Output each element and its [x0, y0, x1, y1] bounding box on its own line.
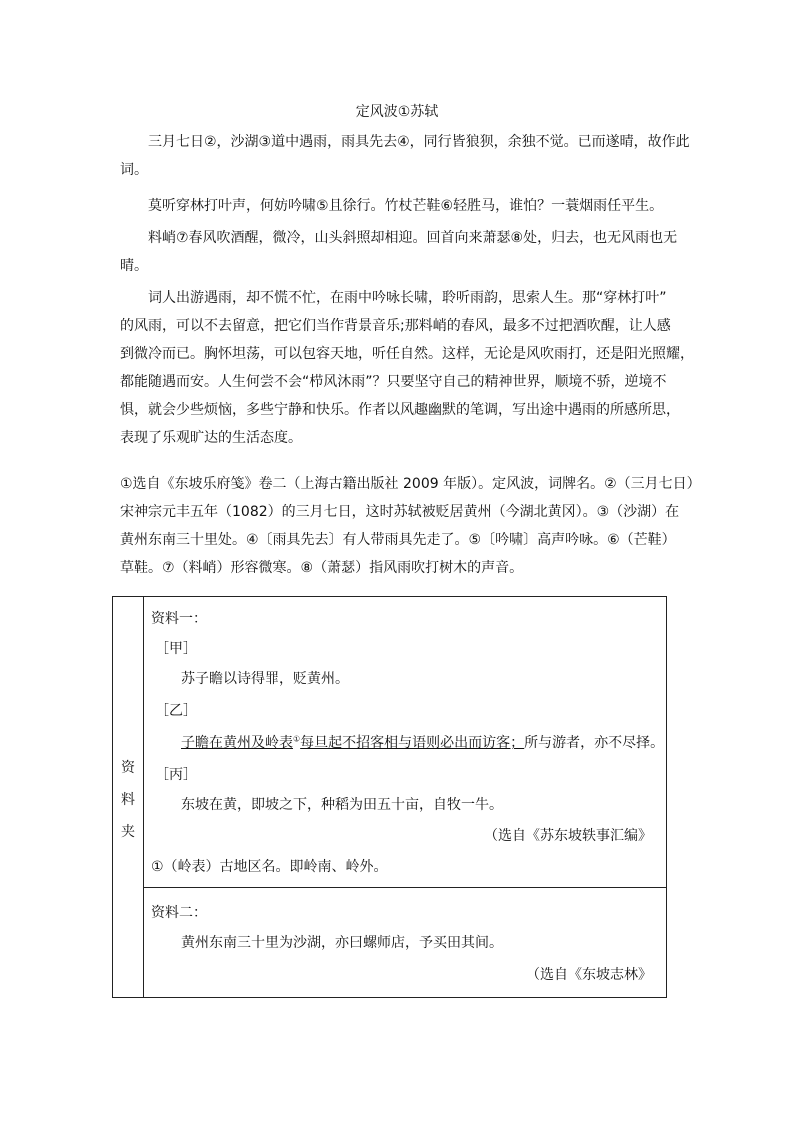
poem-stanza-2	[120, 224, 680, 280]
footnote-line: 黄州东南三十里处。④〔雨具先去〕有人带雨具先走了。⑤〔吟啸〕高声吟咏。⑥（芒鞋）	[120, 532, 676, 548]
sidebar-char: 夹	[121, 824, 135, 840]
material2-text: 黄州东南三十里为沙湖，亦曰螺师店，予买田其间。	[181, 935, 503, 951]
poem-stanza-1: 莫听穿林打叶声，何妨吟啸⑤且徐行。竹杖芒鞋⑥轻胜马，谁怕？一蓑烟雨任平生。	[148, 198, 664, 214]
poem-preface	[120, 128, 690, 184]
poem-title: 定风波①苏轼	[355, 104, 439, 120]
commentary-line: 词人出游遇雨，却不慌不忙，在雨中吟咏长啸，聆听雨韵，思索人生。那“穿林打叶”	[148, 290, 667, 306]
yi-label: ［乙］	[155, 703, 197, 719]
commentary-line: 都能随遇而安。人生何尝不会“栉风沐雨”？只要坚守自己的精神世界，顺境不骄，逆境不	[120, 374, 667, 390]
stanza-line: 料峭⑦春风吹酒醒，微冷，山头斜照却相迎。回首向来萧瑟⑧处，归去，也无风雨也无	[148, 230, 678, 246]
footnote-line: 宋神宗元丰五年（1082）的三月七日，这时苏轼被贬居黄州（今湖北黄冈）。③（沙湖）在	[120, 504, 680, 520]
materials-divider	[144, 887, 666, 888]
material1-source: （选自《苏东坡轶事汇编》	[484, 828, 652, 844]
material2-source: （选自《东坡志林》	[526, 967, 652, 983]
bing-text: 东坡在黄，即坡之下，种稻为田五十亩，自牧一牛。	[181, 797, 503, 813]
material1-heading: 资料一：	[151, 611, 207, 627]
sidebar-char: 料	[121, 792, 135, 808]
yi-rest: 所与游者，亦不尽择。	[524, 735, 665, 751]
stanza-line: 晴。	[120, 258, 148, 274]
yi-underlined-b: 每旦起不招客相与语则必出而访客；	[300, 735, 525, 751]
materials-table	[112, 596, 667, 998]
yi-text	[181, 733, 664, 753]
jia-text: 苏子瞻以诗得罪，贬黄州。	[181, 671, 349, 687]
yi-footnote-mark: ①	[293, 734, 301, 744]
preface-line: 词。	[120, 162, 148, 178]
commentary-line: 的风雨，可以不去留意，把它们当作背景音乐;那料峭的春风，最多不过把酒吹醒，让人感	[120, 318, 671, 334]
commentary-line: 表现了乐观旷达的生活态度。	[120, 430, 302, 446]
footnote-line: 草鞋。⑦（料峭）形容微寒。⑧（萧瑟）指风雨吹打树木的声音。	[120, 560, 524, 576]
commentary-paragraph	[120, 284, 694, 452]
commentary-line: 惧，就会少些烦恼，多些宁静和快乐。作者以风趣幽默的笔调，写出途中遇雨的所感所思，	[120, 402, 680, 418]
jia-label: ［甲］	[155, 641, 197, 657]
bing-label: ［丙］	[155, 767, 197, 783]
materials-sidebar	[113, 597, 144, 997]
yi-underlined-a: 子瞻在黄州及岭表	[181, 735, 293, 751]
commentary-line: 到微冷而已。胸怀坦荡，可以包容天地，听任自然。这样，无论是风吹雨打，还是阳光照耀，	[120, 346, 694, 362]
sidebar-char: 资	[121, 760, 135, 776]
footnotes	[120, 470, 701, 582]
preface-line: 三月七日②，沙湖③道中遇雨，雨具先去④，同行皆狼狈，余独不觉。已而遂晴，故作此	[148, 134, 690, 150]
material1-note: ①（岭表）古地区名。即岭南、岭外。	[151, 859, 388, 875]
material2-heading: 资料二：	[151, 905, 207, 921]
footnote-line: ①选自《东坡乐府笺》卷二（上海古籍出版社 2009 年版）。定风波，词牌名。②（三月七日）	[120, 476, 701, 492]
